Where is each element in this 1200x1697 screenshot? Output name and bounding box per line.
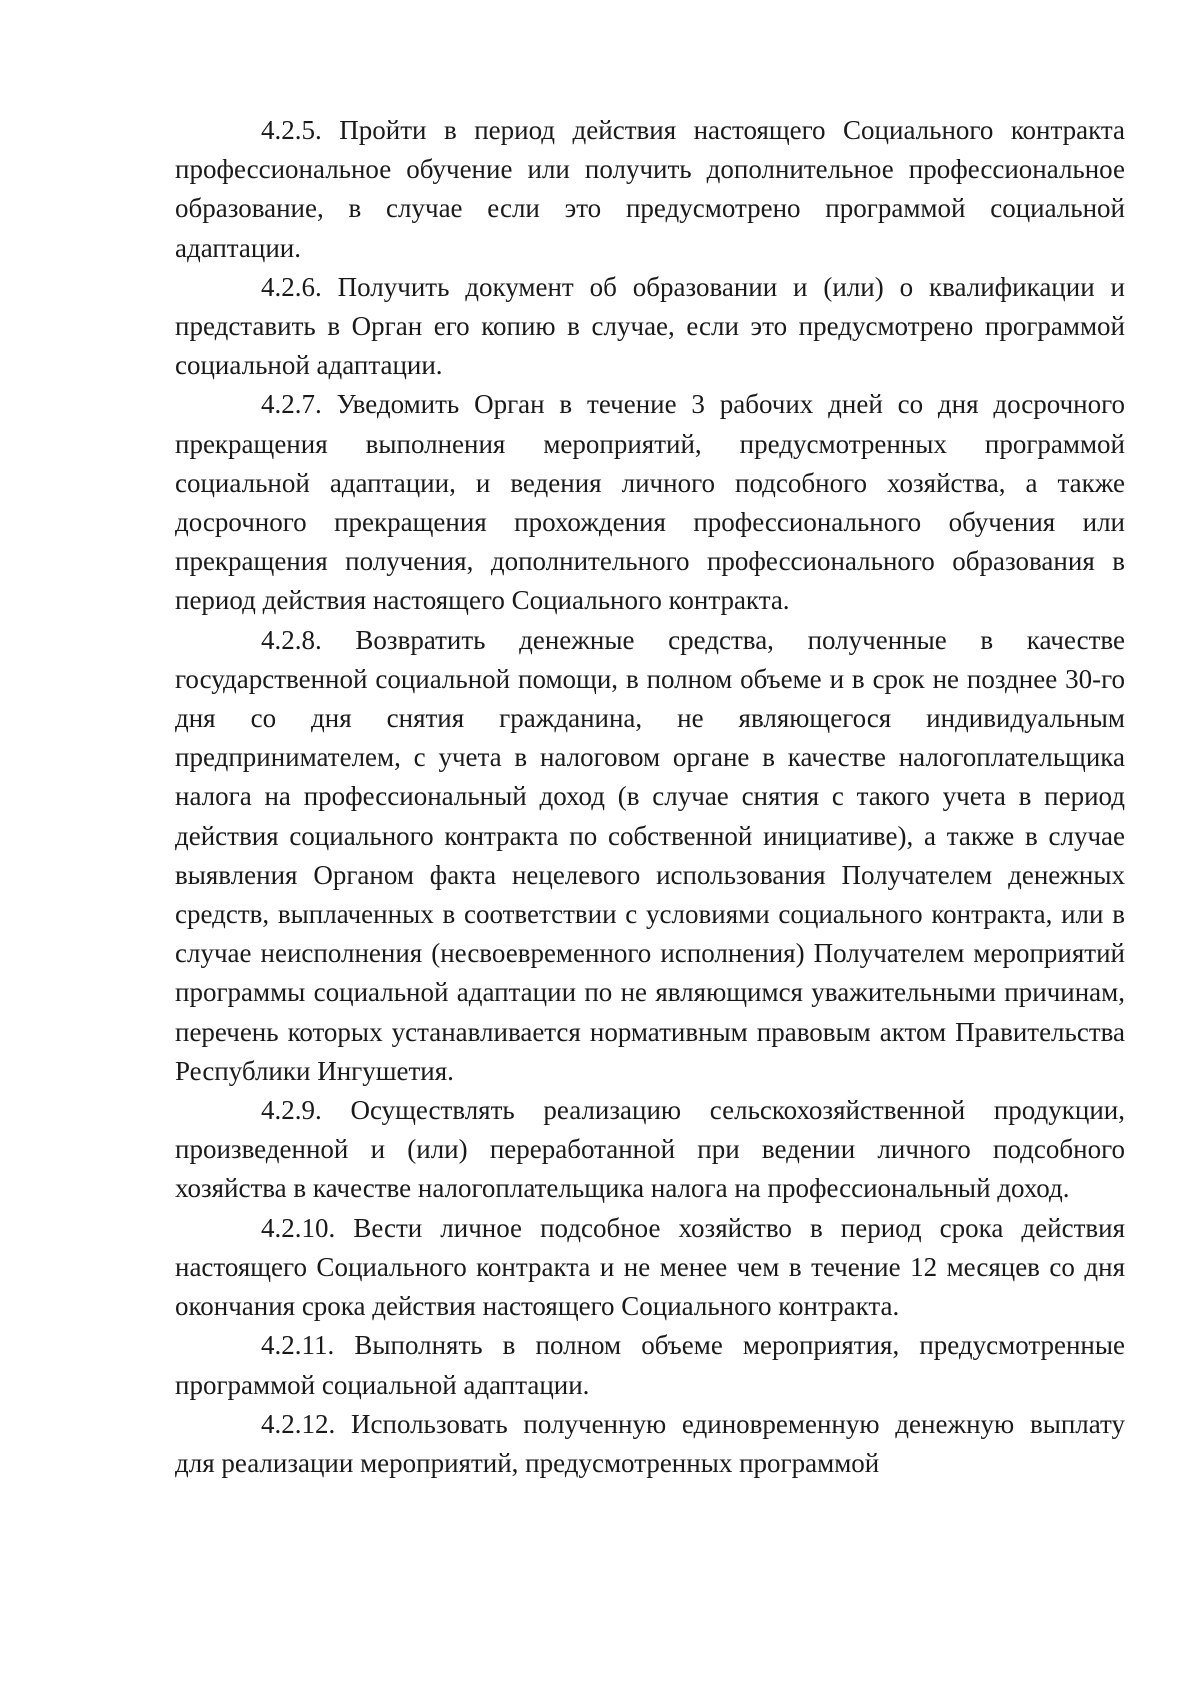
paragraph-4-2-9: 4.2.9. Осуществлять реализацию сельскохозяйственной продукции, произведенной и (или) переработанной при ведении личного подсобного хозяйства в качестве налогоплательщика налога на профессиональный доход. (175, 1095, 1125, 1204)
paragraph-4-2-10: 4.2.10. Вести личное подсобное хозяйство в период срока действия настоящего Социального контракта и не менее чем в течение 12 месяцев со дня окончания срока действия настоящего Социального контракта. (175, 1212, 1125, 1322)
paragraph-4-2-11: 4.2.11. Выполнять в полном объеме мероприятия, предусмотренные программой социальной адаптации. (175, 1330, 1125, 1400)
paragraph-4-2-12: 4.2.12. Использовать полученную единовременную денежную выплату для реализации мероприятий, предусмотренных программой (175, 1408, 1125, 1478)
document-page (175, 111, 1125, 1483)
paragraph-4-2-6: 4.2.6. Получить документ об образовании и (или) о квалификации и представить в Орган его копию в случае, если это предусмотрено программой социальной адаптации. (175, 271, 1125, 381)
paragraph-4-2-8: 4.2.8. Возвратить денежные средства, полученные в качестве государственной социальной помощи, в полном объеме и в срок не позднее 30-го дня со дня снятия гражданина, не являющегося индивидуальным предпринимателем, с учета в налоговом органе в качестве налогоплательщика налога на профессиональный доход (в случае снятия с такого учета в период действия социального контракта по собственной инициативе), а также в случае выявления Органом факта нецелевого использования Получателем денежных средств, выплаченных в соответствии с условиями социального контракта, или в случае неисполнения (несвоевременного исполнения) Получателем мероприятий программы социальной адаптации по не являющимся уважительными причинам, перечень которых устанавливается нормативным правовым актом Правительства Республики Ингушетия. (175, 624, 1125, 1086)
paragraph-4-2-7: 4.2.7. Уведомить Орган в течение 3 рабочих дней со дня досрочного прекращения выполнения мероприятий, предусмотренных программой социальной адаптации, и ведения личного подсобного хозяйства, а также досрочного прекращения прохождения профессионального обучения или прекращения получения, дополнительного профессионального образования в период действия настоящего Социального контракта. (175, 389, 1125, 616)
paragraph-4-2-5: 4.2.5. Пройти в период действия настоящего Социального контракта профессиональное обучение или получить дополнительное профессиональное образование, в случае если это предусмотрено программой социальной адаптации. (175, 115, 1125, 263)
